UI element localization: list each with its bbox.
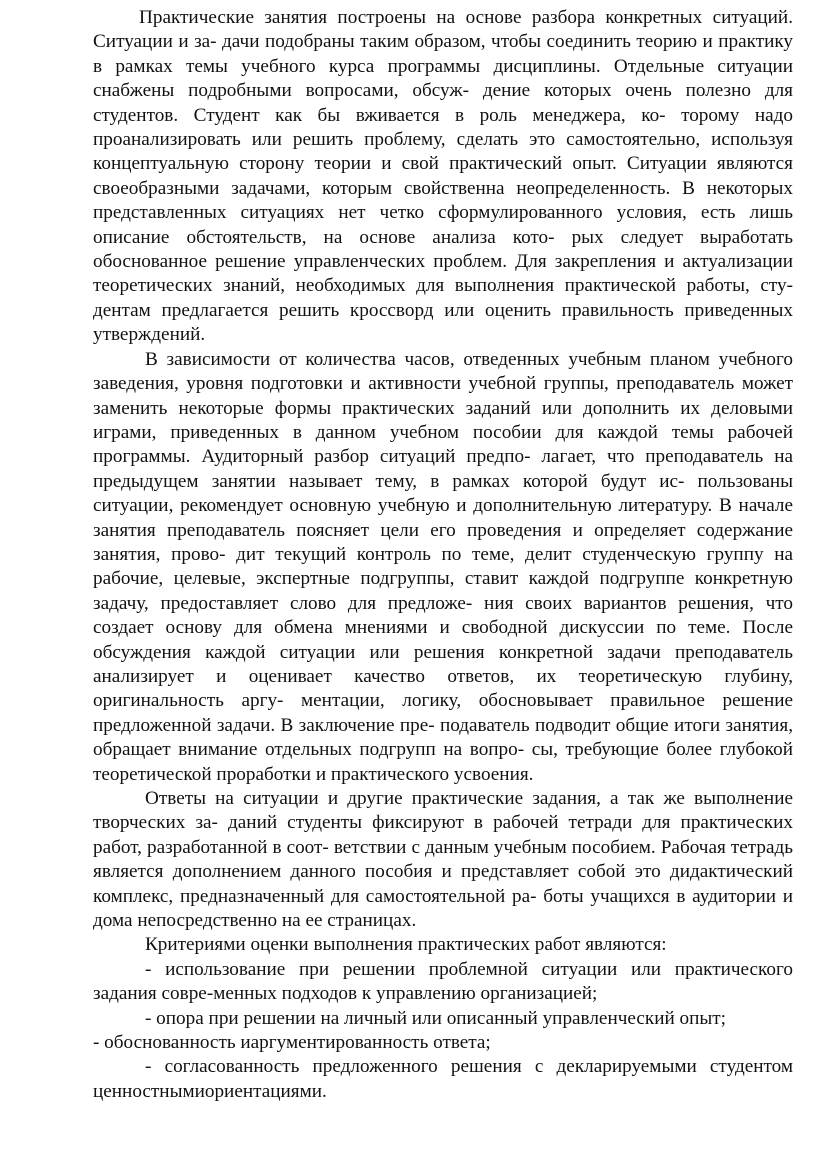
criteria-item-argumentation: - обоснованность иаргументированность ответа;: [93, 1032, 491, 1054]
document-page: [93, 6, 793, 1104]
criteria-item-modern-approaches: - использование при решении проблемной ситуации или практического задания совре-менных подходов к управлению организацией;: [93, 958, 793, 1005]
criteria-intro: Критериями оценки выполнения практических работ являются:: [145, 934, 667, 956]
paragraph-hours-dependency: В зависимости от количества часов, отведенных учебным планом учебного заведения, уровня подготовки и активности учебной группы, преподаватель может заменить некоторые формы практических заданий или дополнить их деловыми играми, приведенных в данном учебном пособии для каждой темы рабочей программы. Аудиторный разбор ситуаций предпо- лагает, что преподаватель на предыдущем занятии называет тему, в рамках которой будут ис- пользованы ситуации, рекомендует основную учебную и дополнительную литературу. В начале занятия преподаватель поясняет цели его проведения и определяет содержание занятия, прово- дит текущий контроль по теме, делит студенческую группу на рабочие, целевые, экспертные подгруппы, ставит каждой подгруппе конкретную задачу, предоставляет слово для предложе- ния своих вариантов решения, что создает основу для обмена мнениями и свободной дискуссии по теме. После обсуждения каждой ситуации или решения конкретной задачи преподаватель анализирует и оценивает качество ответов, их теоретическую глубину, оригинальность аргу- ментации, логику, обосновывает правильное решение предложенной задачи. В заключение пре- подаватель подводит общие итоги занятия, обращает внимание отдельных подгрупп на вопро- сы, требующие более глубокой теоретической проработки и практического усвоения.: [93, 348, 793, 785]
criteria-item-values: - согласованность предложенного решения с декларируемыми студентом ценностнымиориентациями.: [93, 1056, 793, 1102]
paragraph-answers-workbook: Ответы на ситуации и другие практические задания, а так же выполнение творческих за- даний студенты фиксируют в рабочей тетради для практических работ, разработанной в соот- ветствии с данным учебным пособием. Рабочая тетрадь является дополнением данного пособия и представляет собой это дидактический комплекс, предназначенный для самостоятельной ра- боты учащихся в аудитории и дома непосредственно на ее страницах.: [93, 788, 793, 932]
paragraph-practical-classes: Практические занятия построены на основе разбора конкретных ситуаций. Ситуации и за- дачи подобраны таким образом, чтобы соединить теорию и практику в рамках темы учебного курса программы дисциплины. Отдельные ситуации снабжены подробными вопросами, обсуж- дение которых очень полезно для студентов. Студент как бы вживается в роль менеджера, ко- торому надо проанализировать или решить проблему, сделать это самостоятельно, используя концептуальную сторону теории и свой практический опыт. Ситуации являются своеобразными задачами, которым свойственна неопределенность. В некоторых представленных ситуациях нет четко сформулированного условия, есть лишь описание обстоятельств, на основе анализа кото- рых следует выработать обоснованное решение управленческих проблем. Для закрепления и актуализации теоретических знаний, необходимых для выполнения практической работы, сту- дентам предлагается решить кроссворд или оценить правильность приведенных утверждений.: [93, 7, 793, 346]
criteria-item-experience: - опора при решении на личный или описанный управленческий опыт;: [145, 1007, 727, 1029]
